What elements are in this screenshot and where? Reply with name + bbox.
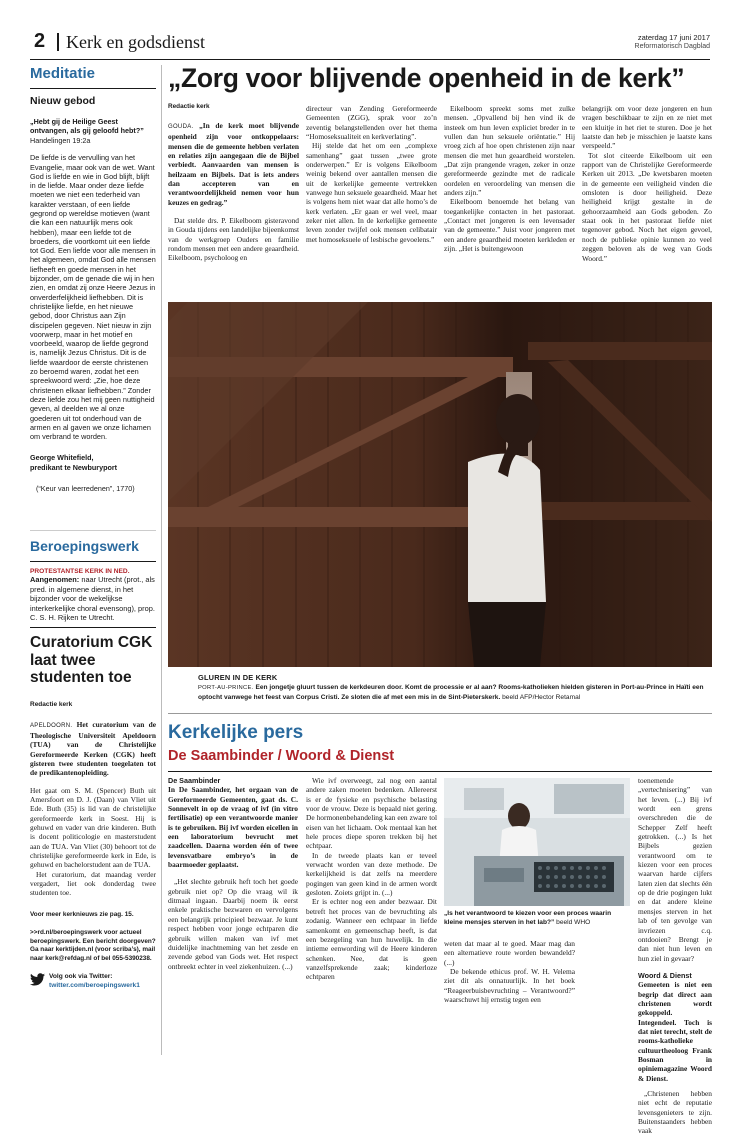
pers-source-saambinder: De Saambinder [168,776,221,785]
beroepingswerk-church-label: PROTESTANTSE KERK IN NED. [30,568,130,575]
twitter-block[interactable] [30,973,156,990]
meditatie-rule [30,88,156,89]
main-col4-p2: Tot slot citeerde Eikelboom uit een rapport van de Christelijke Gereformeerde Kerken uit 2013. „De kwetsbaren moeten in de gemeente een veiligheid vinden die omsloten is door heiligheid. Deze heiligheid krijgt gestalte in de gehoorzaamheid aan Gods geboden. Zo staat ook in het pastoraat liefde niet tegenover gebod. Noch het eigen gevoel, noch de publieke opinie kunnen zo veel zeggen beloven als de weg van Gods Woord.” [582,150,712,263]
curatorium-dateline: APELDOORN. [30,722,73,729]
main-col4-p1: belangrijk om voor deze jongeren en hun vragen beschikbaar te zijn en ze niet met een kluitje in het riet te sturen. Doe je het laatste dan heb je misschien je laatste kans verspeeld.” [582,104,712,151]
pers-col-2 [306,776,437,982]
curatorium-body: Het gaat om S. M. (Spencer) Buth uit Amersfoort en D. J. (Daan) van Vliet uit Ede. Buth (35) is lid van de christelijke gereformeerde kerk in Soest. Hij is gehuwd en vader van drie kinderen. Buth is docent politicologie en masterstudent aan de TUA. Van Vliet (30) behoort tot de christelijke gereformeerde kerk in Ede, is gehuwd en bachelorstudent aan de TUA. [30,785,156,870]
curatorium-lead-wrap [30,720,156,778]
twitter-link[interactable]: twitter.com/beroepingswerk1 [49,981,140,989]
pers-col1-lead: In De Saambinder, het orgaan van de Gereformeerde Gemeenten, gaat ds. C. Sonnevelt in op de vraag of ivf (in vitro fertilisatie) op een verantwoorde manier is te gebruiken. Bij ivf worden eicellen in een laboratorium bevrucht met zaadcellen. Daarna worden één of twee levensvatbare embryo’s in de baarmoeder geplaatst. [168,785,298,870]
church-door-illustration [168,302,712,667]
lab-photo-caption [444,910,630,927]
page-number: 2 [34,30,46,52]
beroepingswerk-entry-label: Aangenomen: [30,575,80,584]
meditatie-body: De liefde is de vervulling van het Evangelie, maar ook van de wet. Want God is liefde en wie in God blijft, blijft in de liefde. Maar onder deze liefde moeten we niet een tederheid van karakter verstaan, of een liefde gegrond op wereldse motieven (want die kan een natuurlijk mens ook hebben), maar een liefde tot de broeders, die voortkomt uit een liefde tot God. Een liefde voor alle mensen in het algemeen, omdat God alle mensen liefheeft en goede mensen in het bijzonder, om de genade die wij in hen zien, en omdat zij onze Heere Jezus in onverderfelijkheid liefhebben. Dit is christelijke liefde, en het nieuwe gebod, door Christus aan Zijn discipelen gegeven. Niet nieuw in zijn voorwerp, maar in het motief en voorbeeld, waarop de liefde gegrond is, namelijk Jezus Christus. Dit is de liefde waardoor de eerste christenen zo beroemd waren, zodat het een spreekwoord werd: „Zie, hoe deze christenen elkaar liefhebben.” Zonder deze liefde zou het mij geen nuttigheid geven, al deelden we al onze goederen uit tot onderhoud van de armen en al gaven we onze lichamen om verbrand te worden. [30,153,156,442]
pers-col4-body: „Christenen hebben niet echt de reputatie levensgenieters te zijn. Buitenstaanders hebben vaak [638,1089,712,1136]
curatorium-headline: Curatorium CGK laat twee studenten toe [30,634,153,686]
pers-col-1 [168,776,298,971]
pers-col2-p3: Er is echter nog een ander bezwaar. Dit betreft het proces van de bevruchting als zodanig. Wanneer een echtpaar in liefde samenkomt en gemeenschap heeft, is dat een bezegeling van hun huwelijk. In die intieme eenwording wil de Heere kinderen schenken. Nee, dat is geen vanzelfsprekende zaak; kinderloze echtparen [306,897,437,982]
curatorium-body2: Het curatorium, dat maandag verder vergadert, liet ook donderdag twee studenten toe. [30,869,156,898]
pers-col2-p2: In de tweede plaats kan er teveel verwacht worden van deze methode. De kerkelijkheid is dat zelfs na meerdere pogingen van geen kind in de armen wordt gesloten. Zoiets grijpt in. (...) [306,850,437,898]
header-paper: Reformatorisch Dagblad [634,43,710,50]
pers-col3-p2: De bekende ethicus prof. W. H. Velema ziet dit als onnatuurlijk. In het boek “Reageerbuisbevruchting – Verantwoord?” waarschuwt hij ernstig tegen een [444,967,575,1005]
kerkelijke-pers-sub-rule [168,771,712,772]
meditatie-heading: Meditatie [30,65,96,82]
main-headline: „Zorg voor blijvende openheid in de kerk” [168,63,685,93]
photo-caption-credit: beeld AFP/Hector Retamal [502,694,581,701]
pers-col-3 [444,939,575,1004]
main-col1-body: Dat stelde drs. P. Eikelboom gisteravond in Gouda tijdens een landelijke bijeenkomst van de werkgroep Ouders en familie rondom mensen met een andere geaardheid. Eikelboom, psycholoog en [168,216,299,263]
pers-source-woord-dienst: Woord & Dienst [638,970,692,980]
main-col3-p1: Eikelboom spreekt soms met zulke mensen. „Opvallend bij hen vind ik de insteek om hun leven expliciet breder in te vullen dan hun seksuele oriëntatie.” Hij vroeg zich af hoe open christenen zijn naar mensen die met hun geaardheid worstelen. „Dat zijn prangende vragen, zeker in onze gereformeerde gezindte met de radicale oordelen en veroordeling van mensen die anders zijn.” [444,104,575,198]
kerkelijke-pers-heading: Kerkelijke pers [168,722,304,743]
beroepingswerk-entry-text: naar Utrecht (prot., als pred. in algemene dienst, in het bijzonder voor de wekelijkse interkerkelijke choral evensong), prop. C. S. H. Rijken te Utrecht. [30,575,155,622]
beroepingswerk-heading: Beroepingswerk [30,538,139,554]
pers-col3-p1: weten dat maar al te goed. Maar mag dan een alternatieve route worden bewandeld? (...) [444,939,575,967]
twitter-icon [30,973,45,986]
section-title: Kerk en godsdienst [66,32,205,52]
pers-col2-p1: Wie ivf overweegt, zal nog een aantal andere zaken moeten bedenken. Allereerst is er de fysieke en psychische belasting voor de vrouw. Deze is bepaald niet gering. De hormonenbehandeling kan een zware tol eisen van het lichaam. Ook mentaal kan het hele proces diepe sporen trekken bij het echtpaar. [306,776,437,851]
curatorium-contact[interactable]: >>rd.nl/beroepingswerk voor actueel beroepingswerk. Een bericht doorgeven? Ga naar kerktijden.nl (voor scriba’s), mail naar kerk@refdag.nl of bel 055-5390238. [30,929,156,962]
photo-caption-text: Een jongetje gluurt tussen de kerkdeuren door. Komt de processie er al aan? Rooms-katholieken hielden gisteren in Port-au-Prince in Haïti een optocht vanwege het feest van Corpus Cristi. Ze sloten die af met een mis in de Sint-Pieterskerk. [198,684,704,701]
curatorium-byline: Redactie kerk [30,700,73,708]
meditatie-source: (“Keur van leerredenen”, 1770) [36,484,135,494]
meditatie-column [30,65,156,494]
lab-caption-credit: beeld WHO [556,918,591,926]
beroepingswerk-rule [30,561,156,562]
header-date: zaterdag 17 juni 2017 [637,33,710,42]
curatorium-article [30,634,156,990]
pers-col1-body: „Het slechte gebruik heft toch het goede gebruik niet op? Op die vraag wil ik ditmaal ingaan. Daarbij noem ik eerst enkele praktische bezwaren en vervolgens een belangrijk principieel bezwaar. Je kunt respect hebben voor jonge echtparen die gebruik willen maken van ivf met duidelijke inachtneming van het zesde en zevende gebod van Gods wet. Het respect ontbreekt echter in veel ziekenhuizen. (...) [168,877,298,971]
main-col-2 [306,104,437,244]
beroepingswerk-top-rule [30,530,156,531]
meditatie-reference: Handelingen 19:2a [30,135,91,145]
pers-col4-p1: toenemende „vertechnisering” van het leven. (...) Bij ivf wordt een grens overschreden die de Schepper Zelf heeft getrokken. (...) Is het Bijbels gezien verantwoord om te kiezen voor een proces waarvan harde cijfers laten zien dat slechts één op de drie pogingen lukt en dat andere kleine mensjes sterven in het lab of ten gevolge van invriezen c.q. ontdooien? Brengt je dan niet hun leven en hun ziel in gevaar? [638,776,712,963]
photo-caption [198,683,712,702]
twitter-label: Volg ook via Twitter: [49,973,113,981]
curatorium-top-rule [30,627,156,628]
curatorium-more-link[interactable]: Voor meer kerknieuws zie pag. 15. [30,910,134,918]
kerkelijke-pers-subheading: De Saambinder / Woord & Dienst [168,748,395,764]
pers-col4-lead: Gemeeten is niet een begrip dat direct aan christenen wordt gekoppeld. Integendeel. Toch is dat niet terecht, stelt de rooms-katholieke cultuurtheoloog Frank Bosman in opiniemagazine Woord & Dienst. [638,980,712,1083]
main-col-3 [444,104,575,254]
curatorium-lead: Het curatorium van de Theologische Universiteit Apeldoorn (TUA) van de Christelijke Gereformeerde Kerken (CGK) heeft gisteren twee studenten toegelaten tot de predikantenopleiding. [30,719,156,778]
main-col2-p1: directeur van Zending Gereformeerde Gemeenten (ZGG), sprak voor zo’n zeventig belangstellenden over het thema “Homoseksualiteit en kerkverlating”. [306,104,437,142]
main-byline: Redactie kerk [168,103,210,110]
beroepingswerk-entry [30,575,156,623]
lab-caption-quote: „Is het verantwoord te kiezen voor een proces waarin kleine mensjes sterven in het lab?” [444,910,612,926]
meditatie-author: George Whitefield, [30,453,94,463]
kerkelijke-pers-rule [168,713,712,714]
main-dateline: GOUDA. [168,124,194,130]
lab-photo [444,778,630,906]
main-col2-p2: Hij stelde dat het om een „complexe samenhang” gaat tussen „twee grote onderwerpen.” Er is volgens Eikelboom weinig bekend over aantallen mensen die uit de kerkelijke gemeente vertrekken vanwege hun seksuele geaardheid. Maar het is volgens hem niet waar dat alle homo’s de kerk verlaten. „Er gaan er wel veel, maar zeker niet allen. In de kerkelijke gemeente leven zonder twijfel ook mensen celibatair met homoseksuele of lesbische gevoelens.” [306,141,437,244]
church-door-photo [168,302,712,667]
photo-caption-dateline: PORT-AU-PRINCE. [198,685,254,691]
meditatie-title: Nieuw gebod [30,95,96,107]
main-col3-p2: Eikelboom benoemde het belang van toegankelijke contacten in het pastoraat. „Contact met jongeren is een levensader van de gemeente.” Juist voor jongeren met een andere geaardheid moeten kerkleden er zijn. „Het is buitengewoon [444,197,575,254]
photo-caption-title: GLUREN IN DE KERK [198,673,278,682]
column-separator [161,65,162,1055]
main-col-1 [168,121,299,263]
beroepingswerk-block [30,538,156,623]
main-lead: „In de kerk moet blijvende openheid zijn voor ontkoppelaars: mensen die de gemeente hebben verlaten en relaties zijn aangegaan die de Bijbel verbiedt. Aanvaarden van mensen is heilzaam en Bijbels. Dat is iets anders dan accepteren van en verantwoordelijkheid nemen voor hun keuzes en gedrag.” [168,121,299,207]
pers-col-4 [638,776,712,1136]
meditatie-quote: „Hebt gij de Heilige Geest ontvangen, als gij geloofd hebt?” [30,117,144,136]
lab-illustration [444,778,630,906]
header-divider [57,33,59,51]
main-col-4 [582,104,712,263]
meditatie-author-role: predikant te Newburyport [30,462,118,472]
header-rule [30,59,710,60]
